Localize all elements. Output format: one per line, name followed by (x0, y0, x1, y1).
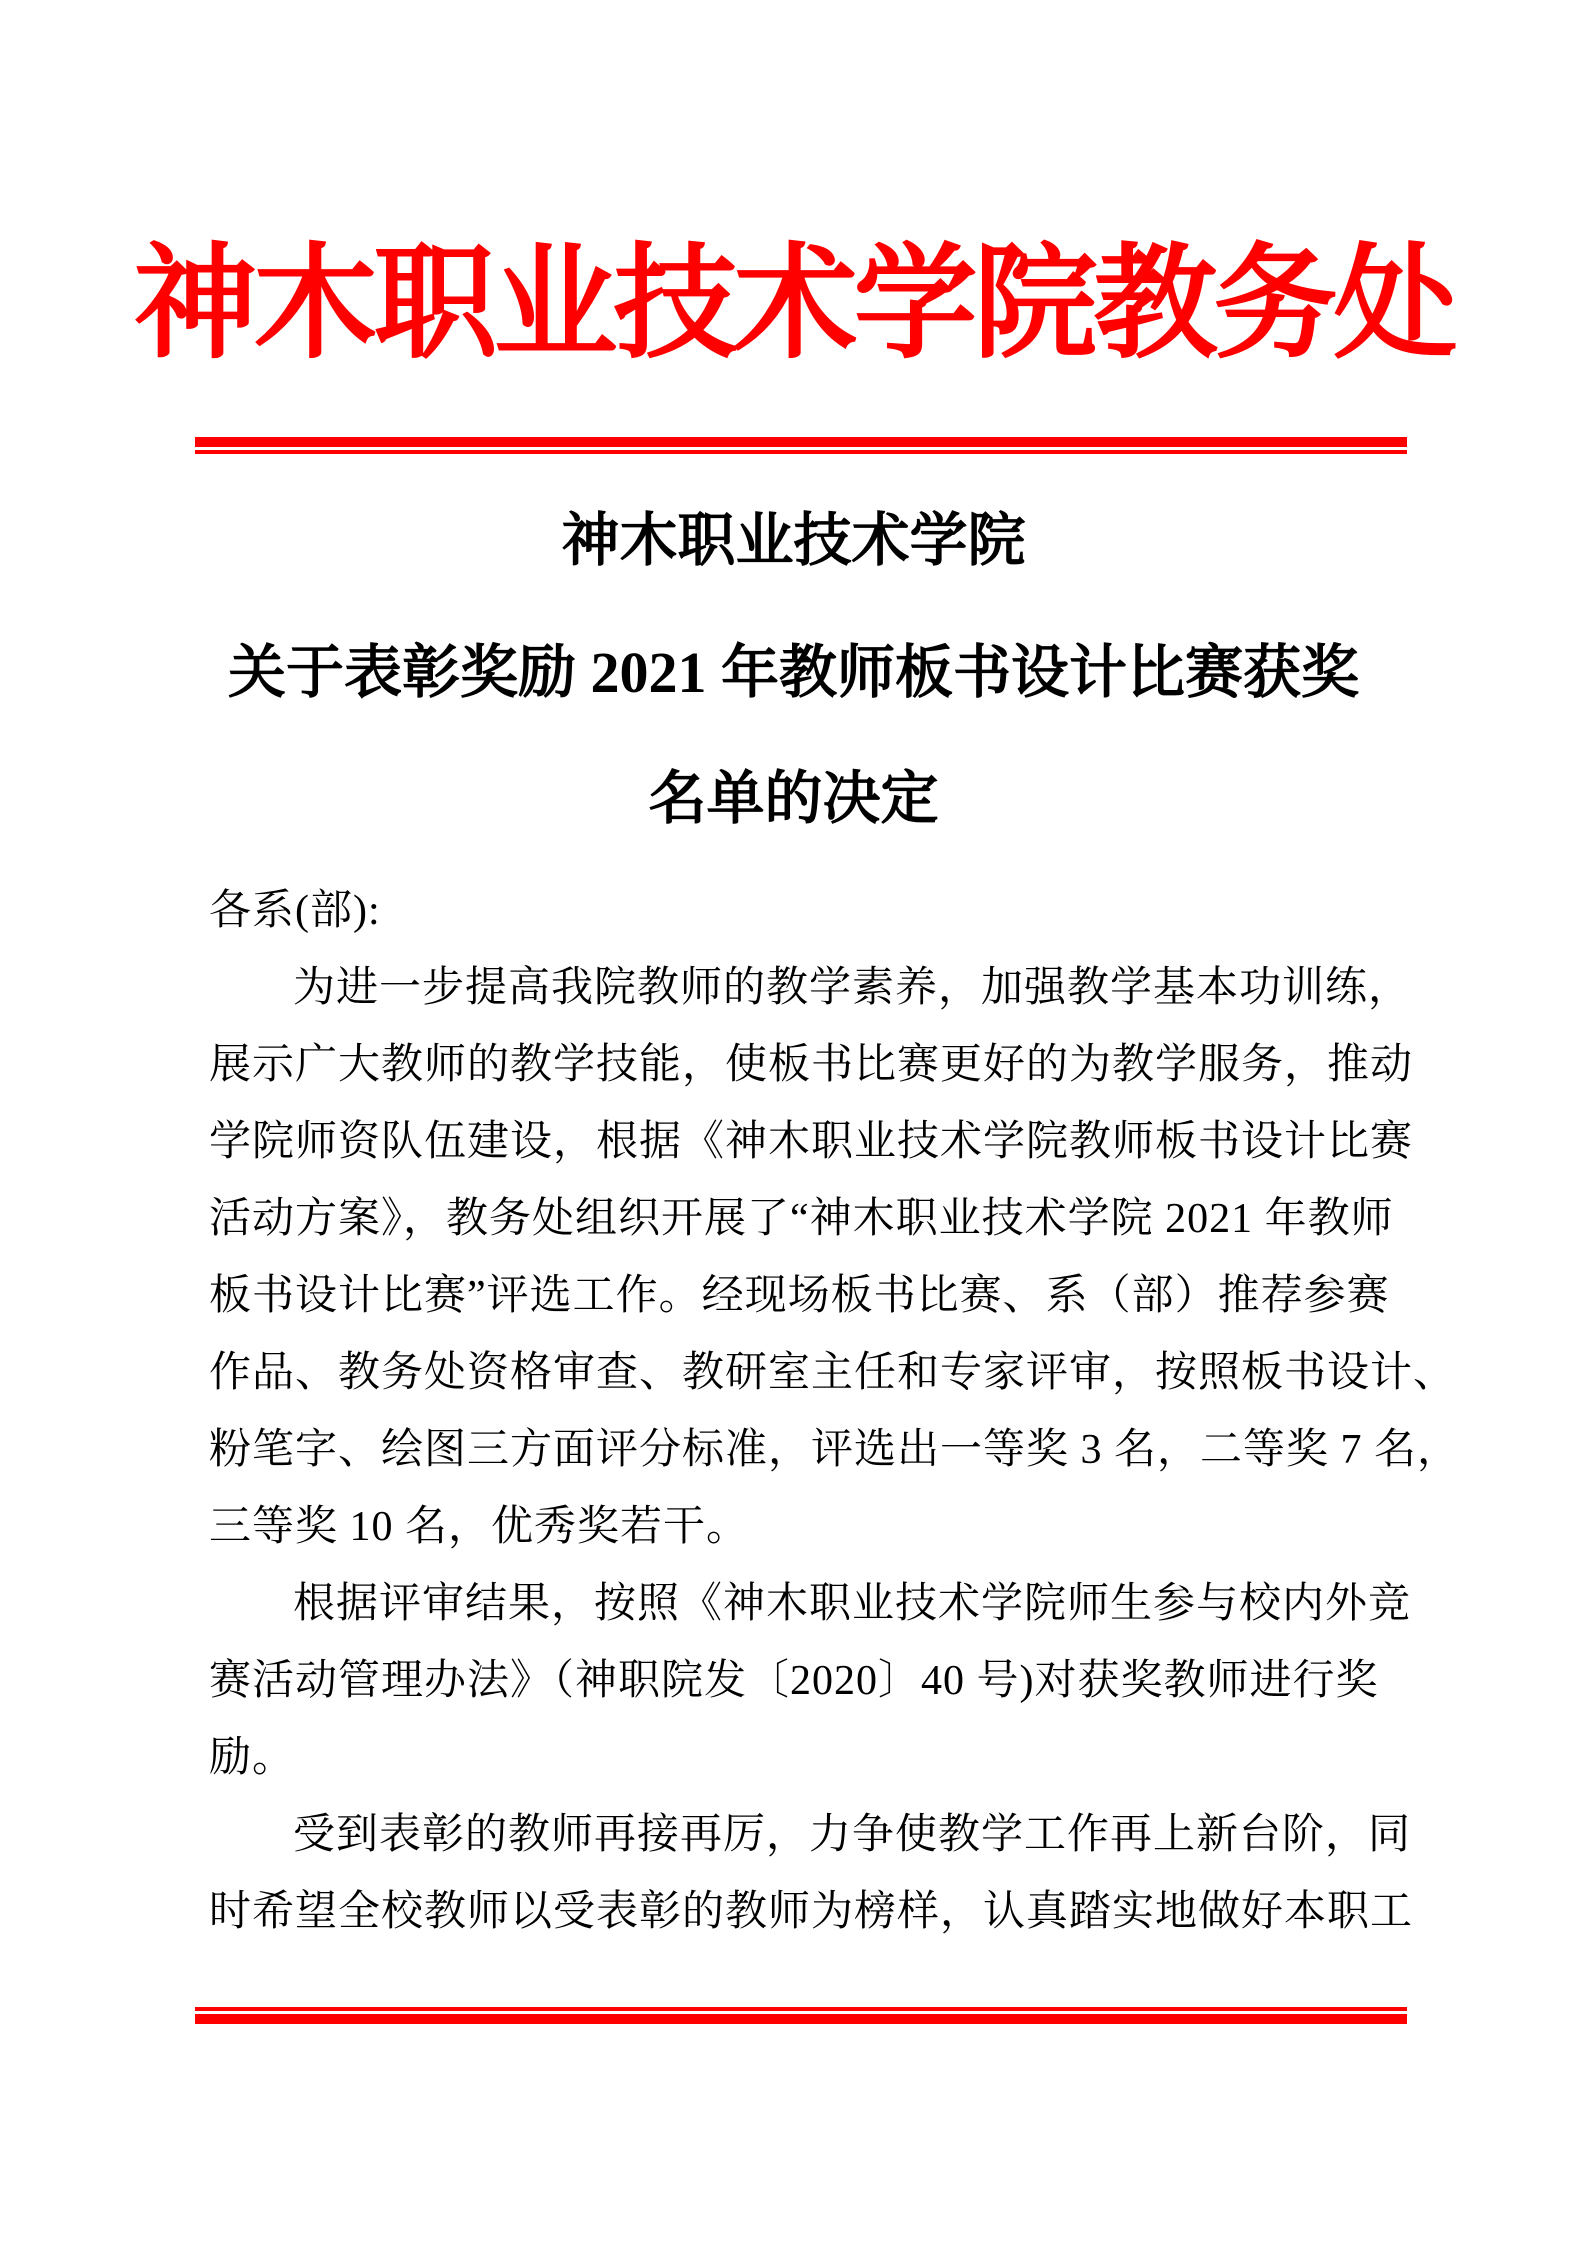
document-body (209, 873, 1461, 1951)
body-line: 展示广大教师的教学技能，使板书比赛更好的为教学服务，推动 (209, 1042, 1414, 1088)
header-separator-line (195, 437, 1407, 454)
body-line: 为进一步提高我院教师的教学素养，加强教学基本功训练， (293, 965, 1412, 1011)
footer-separator-line (195, 2007, 1407, 2024)
header-rule-thick (195, 437, 1407, 447)
document-title-line-2: 关于表彰奖励 2021 年教师板书设计比赛获奖 (227, 640, 1359, 705)
body-line: 活动方案》，教务处组织开展了“神木职业技术学院 2021 年教师 (209, 1196, 1394, 1242)
body-line: 粉笔字、绘图三方面评分标准，评选出一等奖 3 名，二等奖 7 名， (209, 1427, 1461, 1473)
document-title-line-1: 神木职业技术学院 (561, 508, 1026, 573)
masthead-title: 神木职业技术学院教务处 (133, 236, 1454, 373)
body-line: 时希望全校教师以受表彰的教师为榜样，认真踏实地做好本职工 (209, 1889, 1414, 1935)
body-line: 赛活动管理办法》（神职院发〔2020〕40 号)对获奖教师进行奖 (209, 1658, 1379, 1704)
salutation: 各系(部): (209, 888, 381, 934)
document-title-line-3: 名单的决定 (648, 766, 939, 831)
body-line: 学院师资队伍建设，根据《神木职业技术学院教师板书设计比赛 (209, 1119, 1414, 1165)
body-line: 根据评审结果，按照《神木职业技术学院师生参与校内外竞 (293, 1581, 1412, 1627)
body-line: 受到表彰的教师再接再厉，力争使教学工作再上新台阶，同 (293, 1812, 1412, 1858)
header-rule-thin (195, 450, 1407, 454)
body-line: 板书设计比赛”评选工作。经现场板书比赛、系（部）推荐参赛 (209, 1273, 1390, 1319)
body-line: 三等奖 10 名，优秀奖若干。 (209, 1504, 750, 1550)
body-line: 作品、教务处资格审查、教研室主任和专家评审，按照板书设计、 (209, 1350, 1457, 1396)
footer-rule-thick (195, 2014, 1407, 2024)
body-line: 励。 (209, 1735, 296, 1781)
